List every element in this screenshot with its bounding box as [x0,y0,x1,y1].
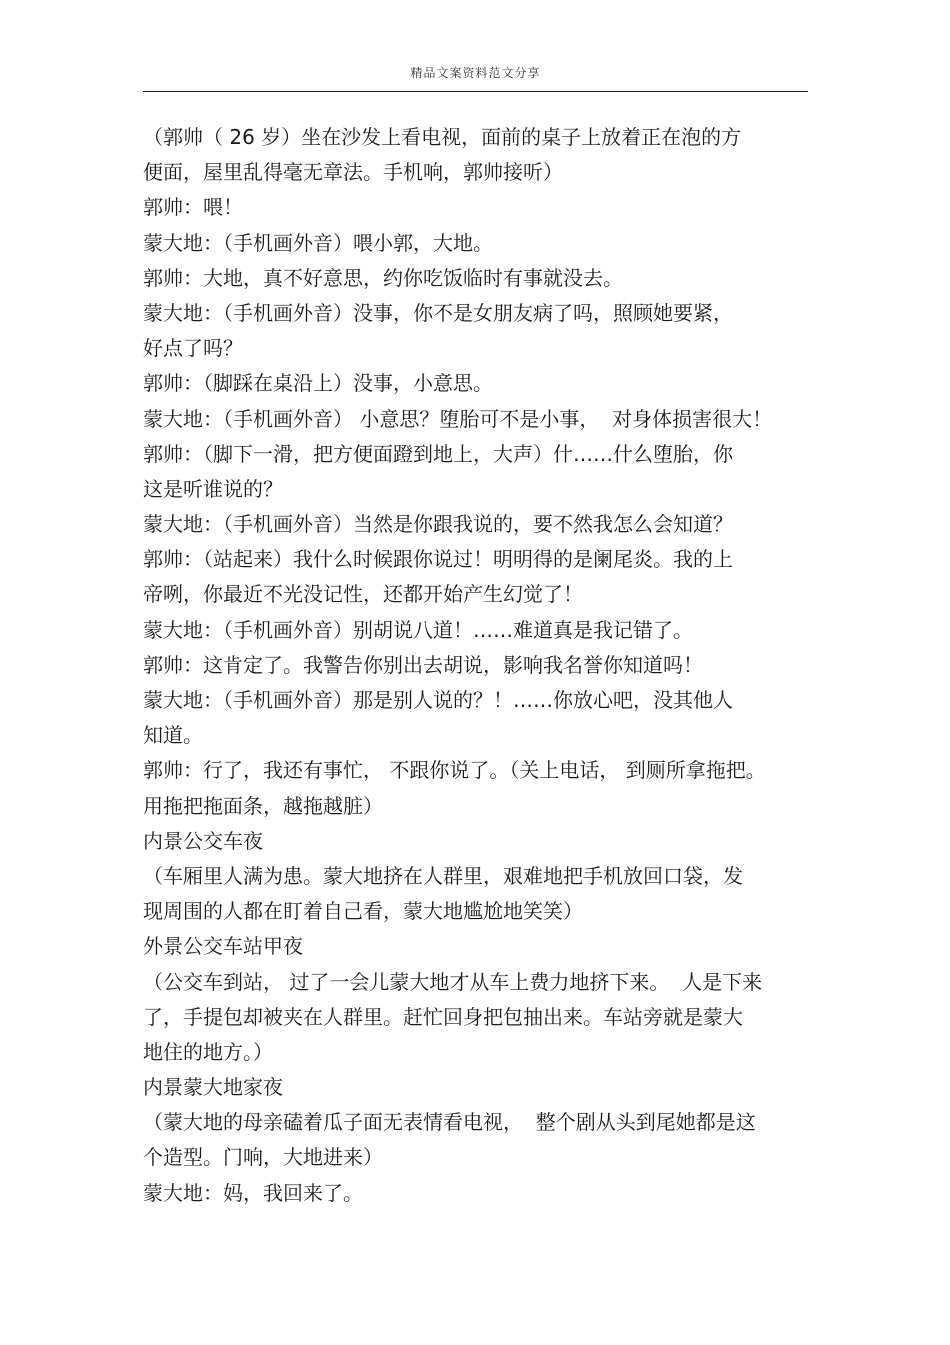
scene-heading: 内景公交车夜 [143,828,263,853]
text-line: 好点了吗？ [143,336,243,361]
text-line: （蒙大地的母亲磕着瓜子面无表情看电视， 整个剧从头到尾她都是这 [143,1110,756,1135]
text-line: 帝咧，你最近不光没记性，还都开始产生幻觉了！ [143,582,583,607]
text-line: 便面，屋里乱得毫无章法。手机响，郭帅接听） [143,160,563,185]
text-line: 蒙大地：妈，我回来了。 [143,1180,363,1205]
text-line: 郭帅：喂！ [143,195,243,220]
page-header: 精品文案资料范文分享 [410,66,541,80]
text-line: 蒙大地：（手机画外音）别胡说八道！……难道真是我记错了。 [143,617,693,642]
text-line: 蒙大地：（手机画外音）那是别人说的？！……你放心吧，没其他人 [143,688,733,712]
text-line: 郭帅：（脚踩在桌沿上）没事，小意思。 [143,371,493,396]
text-line: 现周围的人都在盯着自己看，蒙大地尴尬地笑笑） [143,899,583,924]
header-divider [143,91,808,92]
text-line: 知道。 [143,723,203,748]
text-line: 蒙大地：（手机画外音）喂小郭，大地。 [143,230,493,255]
text-line: 郭帅：大地，真不好意思，约你吃饭临时有事就没去。 [143,265,623,290]
text-line: 郭帅：行了，我还有事忙， 不跟你说了。（关上电话， 到厕所拿拖把。 [143,758,766,783]
text-line: （郭帅（ 26 岁）坐在沙发上看电视，面前的桌子上放着正在泡的方 [143,125,742,149]
text-line: 用拖把拖面条，越拖越脏） [143,793,383,818]
text-line: 郭帅：（脚下一滑，把方便面蹬到地上，大声）什……什么堕胎，你 [143,441,733,466]
text-line: （车厢里人满为患。蒙大地挤在人群里，艰难地把手机放回口袋，发 [143,863,743,888]
script-body [143,120,808,1211]
text-line: 个造型。门响，大地进来） [143,1145,383,1170]
text-line: 郭帅：这肯定了。我警告你别出去胡说，影响我名誉你知道吗！ [143,652,703,677]
text-line: 地住的地方。） [143,1039,273,1064]
text-line: 了，手提包却被夹在人群里。赶忙回身把包抽出来。车站旁就是蒙大 [143,1004,743,1029]
text-line: 这是听谁说的？ [143,476,283,501]
scene-heading: 外景公交车站甲夜 [143,934,303,959]
text-line: （公交车到站， 过了一会儿蒙大地才从车上费力地挤下来。 人是下来 [143,969,763,994]
text-line: 蒙大地：（手机画外音）没事，你不是女朋友病了吗，照顾她要紧， [143,300,733,325]
scene-heading: 内景蒙大地家夜 [143,1075,283,1100]
text-line: 郭帅：（站起来）我什么时候跟你说过！明明得的是阑尾炎。我的上 [143,547,733,572]
text-line: 蒙大地：（手机画外音）当然是你跟我说的，要不然我怎么会知道？ [143,512,733,537]
text-line: 蒙大地：（手机画外音） 小意思？堕胎可不是小事， 对身体损害很大！ [143,406,773,431]
